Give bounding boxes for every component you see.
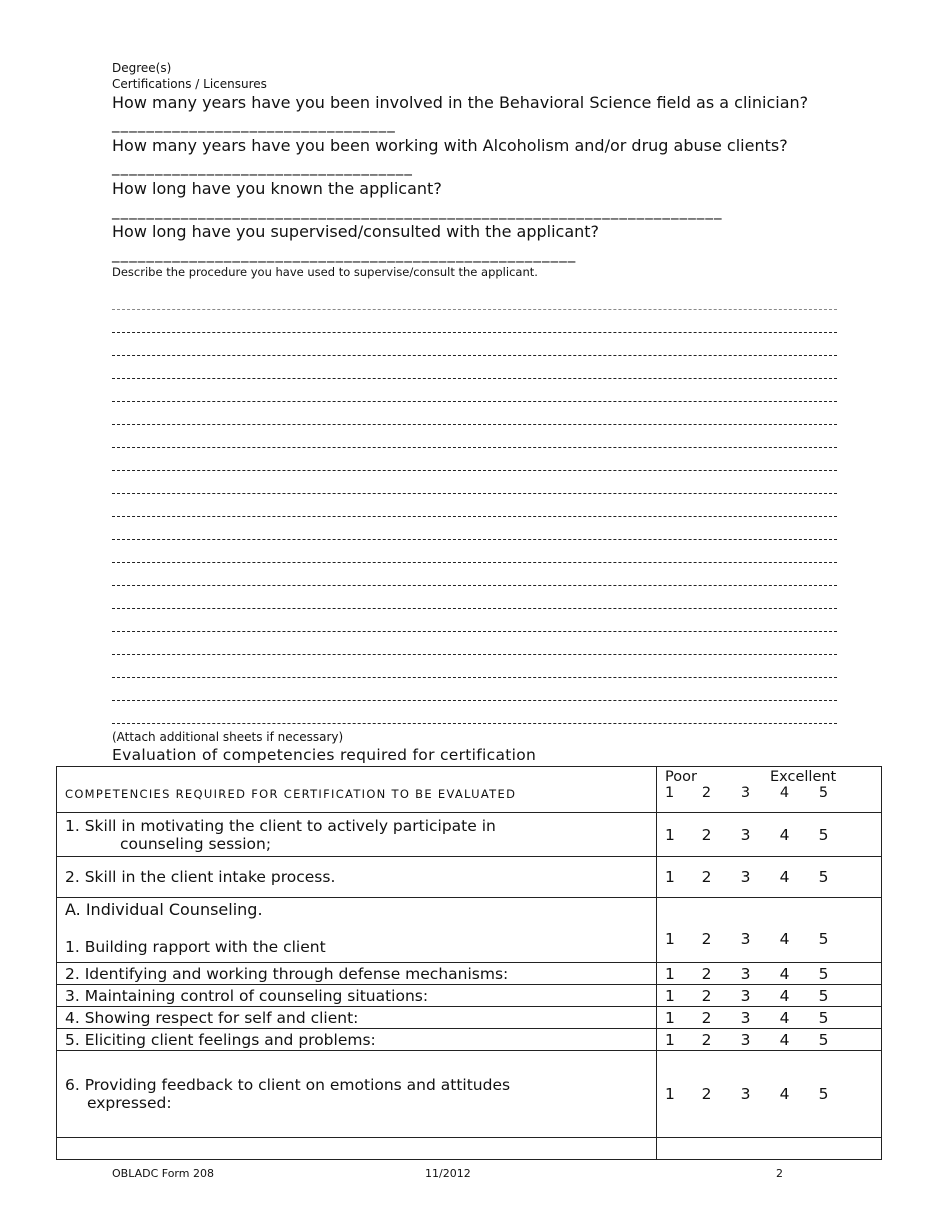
writing-line xyxy=(112,447,837,448)
writing-line xyxy=(112,654,837,655)
footer-form-number: OBLADC Form 208 xyxy=(112,1167,214,1180)
question-clinician-years: How many years have you been involved in the Behavioral Science field as a clinician? xyxy=(112,93,809,112)
writing-line xyxy=(112,355,837,356)
rating-5[interactable]: 5 xyxy=(818,1030,829,1049)
scale-2: 2 xyxy=(701,785,712,801)
question-alcohol-years: How many years have you been working with Alcoholism and/or drug abuse clients? xyxy=(112,136,788,155)
competency-text: 2. Identifying and working through defense mechanisms: xyxy=(65,964,509,983)
table-row xyxy=(57,813,882,857)
writing-line xyxy=(112,309,837,310)
rating-cell[interactable] xyxy=(657,1051,882,1138)
rating-4[interactable]: 4 xyxy=(779,825,790,844)
rating-2[interactable]: 2 xyxy=(701,986,712,1005)
scale-4: 4 xyxy=(779,785,790,801)
rating-cell[interactable] xyxy=(657,985,882,1007)
rating-4[interactable]: 4 xyxy=(779,1085,790,1103)
competencies-header: COMPETENCIES REQUIRED FOR CERTIFICATION TO BE EVALUATED xyxy=(57,767,657,813)
answer-blank-supervised-applicant[interactable]: ______________________________________________________ xyxy=(112,245,577,263)
competency-cell xyxy=(57,898,657,963)
rating-3[interactable]: 3 xyxy=(740,1008,751,1027)
rating-cell[interactable] xyxy=(657,1029,882,1051)
table-row xyxy=(57,1051,882,1138)
writing-line xyxy=(112,723,837,724)
competency-cell xyxy=(57,1138,657,1160)
competency-evaluation-table xyxy=(56,766,882,1160)
rating-1[interactable]: 1 xyxy=(665,1030,675,1049)
question-supervised-applicant: How long have you supervised/consulted with the applicant? xyxy=(112,222,600,241)
rating-1[interactable]: 1 xyxy=(665,868,675,886)
table-row xyxy=(57,985,882,1007)
scale-3: 3 xyxy=(740,785,751,801)
attach-note: (Attach additional sheets if necessary) xyxy=(112,730,344,744)
competency-text: 1. Building rapport with the client xyxy=(65,938,326,956)
rating-5[interactable]: 5 xyxy=(818,868,829,886)
answer-blank-clinician-years[interactable]: _________________________________ xyxy=(112,115,396,133)
answer-blank-alcohol-years[interactable]: ___________________________________ xyxy=(112,158,413,176)
competency-text-cont: expressed: xyxy=(87,1094,172,1112)
rating-cell[interactable] xyxy=(657,898,882,963)
rating-2[interactable]: 2 xyxy=(701,1085,712,1103)
writing-line xyxy=(112,378,837,379)
scale-1: 1 xyxy=(665,785,675,801)
scale-5: 5 xyxy=(818,785,829,801)
competency-cell xyxy=(57,857,657,898)
rating-1[interactable]: 1 xyxy=(665,1008,675,1027)
competency-cell xyxy=(57,963,657,985)
degrees-label: Degree(s) xyxy=(112,61,172,75)
writing-line xyxy=(112,539,837,540)
certifications-label: Certifications / Licensures xyxy=(112,77,267,91)
evaluation-title: Evaluation of competencies required for certification xyxy=(112,746,537,764)
writing-line xyxy=(112,516,837,517)
rating-4[interactable]: 4 xyxy=(779,986,790,1005)
poor-label: Poor xyxy=(665,769,697,785)
rating-2[interactable]: 2 xyxy=(701,1030,712,1049)
rating-3[interactable]: 3 xyxy=(740,825,751,844)
competency-text: 4. Showing respect for self and client: xyxy=(65,1008,359,1027)
rating-4[interactable]: 4 xyxy=(779,1030,790,1049)
describe-procedure-prompt: Describe the procedure you have used to supervise/consult the applicant. xyxy=(112,265,538,279)
table-row-empty xyxy=(57,1138,882,1160)
rating-5[interactable]: 5 xyxy=(818,930,829,948)
rating-1[interactable]: 1 xyxy=(665,1085,675,1103)
answer-blank-known-applicant[interactable]: _______________________________________________________________________ xyxy=(112,202,723,220)
rating-4[interactable]: 4 xyxy=(779,1008,790,1027)
competency-cell xyxy=(57,985,657,1007)
table-row xyxy=(57,1007,882,1029)
competency-cell xyxy=(57,1007,657,1029)
table-row xyxy=(57,857,882,898)
rating-cell[interactable] xyxy=(657,813,882,857)
writing-line xyxy=(112,700,837,701)
table-row xyxy=(57,898,882,963)
rating-cell[interactable] xyxy=(657,963,882,985)
competency-cell xyxy=(57,813,657,857)
competency-text: 1. Skill in motivating the client to actively participate in xyxy=(65,816,496,835)
rating-2[interactable]: 2 xyxy=(701,868,712,886)
rating-3[interactable]: 3 xyxy=(740,1085,751,1103)
rating-5[interactable]: 5 xyxy=(818,1008,829,1027)
rating-4[interactable]: 4 xyxy=(779,964,790,983)
rating-1[interactable]: 1 xyxy=(665,825,675,844)
rating-2[interactable]: 2 xyxy=(701,964,712,983)
writing-line xyxy=(112,332,837,333)
table-row xyxy=(57,963,882,985)
rating-5[interactable]: 5 xyxy=(818,1085,829,1103)
rating-5[interactable]: 5 xyxy=(818,825,829,844)
rating-1[interactable]: 1 xyxy=(665,930,675,948)
rating-2[interactable]: 2 xyxy=(701,825,712,844)
writing-line xyxy=(112,631,837,632)
writing-line xyxy=(112,493,837,494)
rating-header xyxy=(657,767,882,813)
writing-line xyxy=(112,470,837,471)
rating-2[interactable]: 2 xyxy=(701,930,712,948)
rating-5[interactable]: 5 xyxy=(818,964,829,983)
competency-text-cont: counseling session; xyxy=(120,834,272,853)
writing-line xyxy=(112,585,837,586)
writing-line xyxy=(112,401,837,402)
rating-3[interactable]: 3 xyxy=(740,868,751,886)
writing-line xyxy=(112,608,837,609)
rating-1[interactable]: 1 xyxy=(665,986,675,1005)
rating-3[interactable]: 3 xyxy=(740,986,751,1005)
rating-4[interactable]: 4 xyxy=(779,930,790,948)
rating-scale-header xyxy=(657,785,881,801)
writing-line xyxy=(112,677,837,678)
rating-5[interactable]: 5 xyxy=(818,986,829,1005)
competency-cell xyxy=(57,1051,657,1138)
rating-3[interactable]: 3 xyxy=(740,964,751,983)
competency-text: 6. Providing feedback to client on emotions and attitudes xyxy=(65,1076,511,1094)
rating-2[interactable]: 2 xyxy=(701,1008,712,1027)
rating-cell[interactable] xyxy=(657,1138,882,1160)
competency-text: 3. Maintaining control of counseling situations: xyxy=(65,986,429,1005)
excellent-label: Excellent xyxy=(770,769,837,785)
writing-line xyxy=(112,424,837,425)
competency-text: 5. Eliciting client feelings and problems: xyxy=(65,1030,376,1049)
question-known-applicant: How long have you known the applicant? xyxy=(112,179,442,198)
competency-text: 2. Skill in the client intake process. xyxy=(65,868,336,886)
section-heading: A. Individual Counseling. xyxy=(65,900,263,919)
table-header-row xyxy=(57,767,882,813)
rating-cell[interactable] xyxy=(657,1007,882,1029)
table-row xyxy=(57,1029,882,1051)
rating-cell[interactable] xyxy=(657,857,882,898)
rating-1[interactable]: 1 xyxy=(665,964,675,983)
writing-line xyxy=(112,562,837,563)
footer-date: 11/2012 xyxy=(425,1167,471,1180)
competency-cell xyxy=(57,1029,657,1051)
footer-page-number: 2 xyxy=(776,1167,783,1180)
rating-3[interactable]: 3 xyxy=(740,1030,751,1049)
rating-3[interactable]: 3 xyxy=(740,930,751,948)
rating-4[interactable]: 4 xyxy=(779,868,790,886)
